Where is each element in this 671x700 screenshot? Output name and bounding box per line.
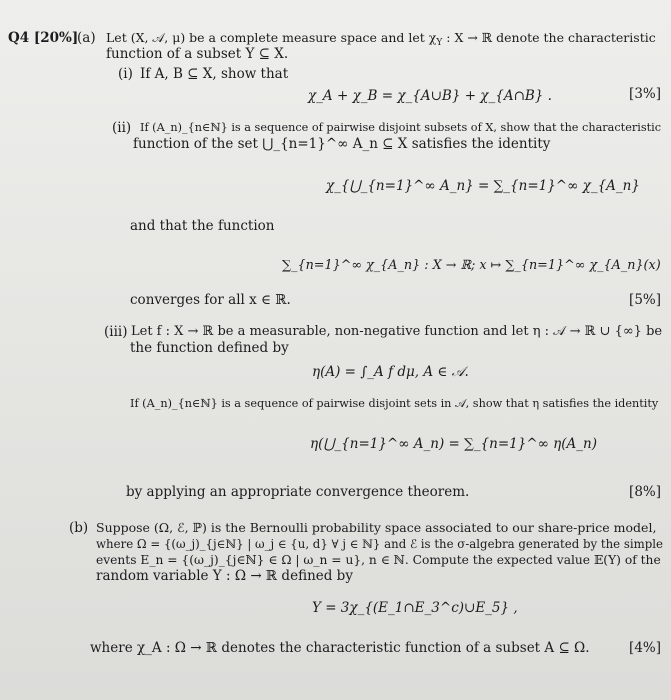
part-ii-line2: function of the set ⋃_{n=1}^∞ A_n ⊆ X satisfies the identity [133,136,551,152]
part-b-line3: events E_n = {(ω_j)_{j∈ℕ} ∈ Ω | ω_n = u}, n ∈ ℕ. Compute the expected value 𝔼(Y) of the [96,553,661,567]
part-iii-line1: Let f : X → ℝ be a measurable, non-negative function and let η : 𝒜 → ℝ ∪ {∞} be [131,324,663,339]
part-a-label: (a) [77,30,96,46]
part-b-line4: random variable Y : Ω → ℝ defined by [96,568,353,584]
part-b-line1: Suppose (Ω, ℰ, ℙ) is the Bernoulli probability space associated to our share-price model, [96,520,657,535]
part-iii-line4: by applying an appropriate convergence theorem. [126,484,470,500]
part-iii-formula1: η(A) = ∫_A f dμ, A ∈ 𝒜. [312,364,469,380]
question-label: Q4 [20%] [8,30,79,46]
part-i-marks: [3%] [629,86,661,102]
part-iii-label: (iii) [104,324,128,340]
part-ii-marks: [5%] [629,292,661,308]
part-b-line5: where χ_A : Ω → ℝ denotes the characteristic function of a subset A ⊆ Ω. [90,640,590,656]
part-iii-marks: [8%] [629,484,661,500]
part-b-line2: where Ω = {(ω_j)_{j∈ℕ} | ω_j ∈ {u, d} ∀ j ∈ ℕ} and ℰ is the σ-algebra generated by the simple [96,537,663,551]
part-iii-line2: the function defined by [130,340,289,356]
part-ii-formula1: χ_{⋃_{n=1}^∞ A_n} = ∑_{n=1}^∞ χ_{A_n} [326,178,640,194]
part-ii-converges: converges for all x ∈ ℝ. [130,292,291,308]
part-i-formula: χ_A + χ_B = χ_{A∪B} + χ_{A∩B} . [308,88,552,104]
part-a-intro-line2: function of a subset Y ⊆ X. [106,46,289,62]
part-a-intro-line1: Let (X, 𝒜, μ) be a complete measure space and let $\chi_Y$ : X → ℝ denote the characteristic [106,30,656,48]
part-ii-and-text: and that the function [130,218,275,234]
part-iii-formula2: η(⋃_{n=1}^∞ A_n) = ∑_{n=1}^∞ η(A_n) [310,436,597,452]
part-ii-label: (ii) [112,120,132,136]
part-iii-line3: If (A_n)_{n∈ℕ} is a sequence of pairwise disjoint sets in 𝒜, show that η satisfies the identity [130,397,659,410]
part-b-marks: [4%] [629,640,661,656]
part-ii-line1: If (A_n)_{n∈ℕ} is a sequence of pairwise disjoint subsets of X, show that the characteristic [140,121,662,134]
part-i-label: (i) [118,66,133,82]
part-b-formula: Y = 3χ_{(E_1∩E_3^c)∪E_5} , [312,600,518,616]
part-ii-formula2: ∑_{n=1}^∞ χ_{A_n} : X → ℝ; x ↦ ∑_{n=1}^∞ χ_{A_n}(x) [282,258,661,273]
part-i-text: If A, B ⊆ X, show that [140,66,289,82]
part-b-label: (b) [69,520,89,536]
